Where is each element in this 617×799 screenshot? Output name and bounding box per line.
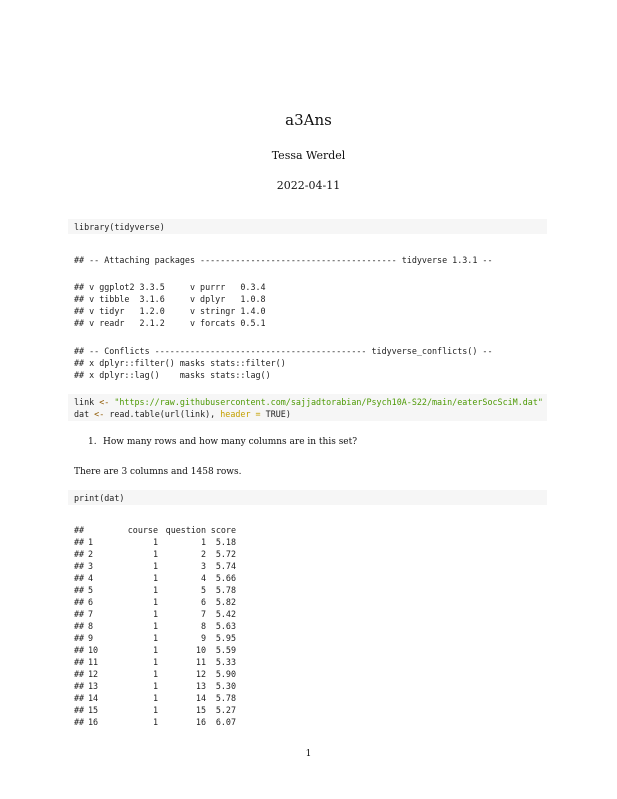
row-index: 5 [88, 585, 94, 595]
table-row [74, 644, 236, 656]
row-prefix: ## [74, 609, 85, 619]
header-course: course [127, 525, 158, 535]
output-attaching-header [74, 254, 493, 266]
row-index: 15 [88, 705, 99, 715]
row-prefix: ## [74, 693, 85, 703]
row-index: 7 [88, 609, 94, 619]
table-row [74, 692, 236, 704]
row-prefix: ## [74, 621, 85, 631]
code-token-assign: <- [94, 397, 115, 407]
table-row [74, 656, 236, 668]
cell-question: 6 [200, 597, 206, 607]
row-index: 9 [88, 633, 94, 643]
row-index: 10 [88, 645, 99, 655]
output-line: ## x dplyr::filter() masks stats::filter() [74, 358, 286, 368]
row-prefix: ## [74, 717, 85, 727]
table-row [74, 572, 236, 584]
row-prefix: ## [74, 669, 85, 679]
code-token-assign: <- [89, 409, 110, 419]
row-index: 8 [88, 621, 94, 631]
cell-question: 7 [200, 609, 206, 619]
cell-question: 3 [200, 561, 206, 571]
cell-question: 1 [200, 537, 206, 547]
cell-question: 9 [200, 633, 206, 643]
row-index: 11 [88, 657, 99, 667]
code-token-value: TRUE) [265, 409, 291, 419]
row-prefix: ## [74, 549, 85, 559]
document-date: 2022-04-11 [276, 179, 341, 192]
row-prefix: ## [74, 645, 85, 655]
cell-score: 5.78 [215, 693, 236, 703]
output-line: ## -- Attaching packages --------------------------------------- tidyverse 1.3.1 -- [74, 255, 493, 265]
code-token-call: read.table(url(link), [109, 409, 221, 419]
code-line-dat [74, 408, 541, 420]
output-line: ## v tidyr 1.2.0 v stringr 1.4.0 [74, 306, 266, 316]
code-chunk-print [68, 490, 547, 505]
cell-question: 5 [200, 585, 206, 595]
page-number: 1 [305, 749, 312, 759]
cell-score: 5.78 [215, 585, 236, 595]
table-row [74, 608, 236, 620]
cell-question: 10 [195, 645, 206, 655]
code-line-link [74, 396, 541, 408]
code-token-var: dat [74, 409, 90, 419]
document-title: a3Ans [285, 111, 332, 129]
header-score: score [210, 525, 236, 535]
cell-score: 5.18 [215, 537, 236, 547]
row-prefix: ## [74, 561, 85, 571]
cell-course: 1 [152, 573, 158, 583]
code-token-string: "https://raw.githubusercontent.com/sajjadtorabian/Psych10A-S22/main/eaterSocSciM.dat" [114, 397, 543, 407]
cell-score: 5.74 [215, 561, 236, 571]
code-chunk-library [68, 219, 547, 234]
cell-course: 1 [152, 693, 158, 703]
row-prefix: ## [74, 597, 85, 607]
cell-course: 1 [152, 633, 158, 643]
cell-score: 5.66 [215, 573, 236, 583]
cell-question: 8 [200, 621, 206, 631]
table-row [74, 536, 236, 548]
header-question: question [165, 525, 206, 535]
cell-course: 1 [152, 621, 158, 631]
code-chunk-read-data [68, 394, 547, 421]
question-item [88, 437, 357, 447]
cell-score: 5.63 [215, 621, 236, 631]
row-prefix: ## [74, 585, 85, 595]
data-output-table [74, 524, 236, 728]
row-index: 1 [88, 537, 94, 547]
output-conflicts [74, 345, 493, 381]
output-line: ## x dplyr::lag() masks stats::lag() [74, 370, 271, 380]
cell-course: 1 [152, 717, 158, 727]
cell-course: 1 [152, 669, 158, 679]
cell-course: 1 [152, 609, 158, 619]
cell-score: 5.72 [215, 549, 236, 559]
cell-course: 1 [152, 681, 158, 691]
code-token-arg: header [220, 409, 251, 419]
table-row [74, 560, 236, 572]
table-row [74, 668, 236, 680]
cell-question: 15 [195, 705, 206, 715]
data-table [74, 524, 236, 728]
cell-question: 4 [200, 573, 206, 583]
table-row [74, 596, 236, 608]
row-index: 14 [88, 693, 99, 703]
output-line: ## v readr 2.1.2 v forcats 0.5.1 [74, 318, 266, 328]
cell-course: 1 [152, 549, 158, 559]
row-index: 6 [88, 597, 94, 607]
cell-question: 14 [195, 693, 206, 703]
code-token-eq: = [250, 409, 266, 419]
cell-course: 1 [152, 561, 158, 571]
table-row [74, 548, 236, 560]
cell-score: 5.82 [215, 597, 236, 607]
row-prefix: ## [74, 537, 85, 547]
row-prefix: ## [74, 633, 85, 643]
row-index: 12 [88, 669, 99, 679]
cell-question: 13 [195, 681, 206, 691]
cell-score: 6.07 [215, 717, 236, 727]
row-index: 2 [88, 549, 94, 559]
cell-score: 5.33 [215, 657, 236, 667]
cell-score: 5.27 [215, 705, 236, 715]
output-line: ## v ggplot2 3.3.5 v purrr 0.3.4 [74, 282, 266, 292]
document-author: Tessa Werdel [271, 149, 346, 162]
cell-score: 5.42 [215, 609, 236, 619]
cell-question: 11 [195, 657, 206, 667]
output-line: ## -- Conflicts ------------------------------------------ tidyverse_conflicts() -- [74, 346, 493, 356]
header-prefix: ## [74, 525, 85, 535]
answer-text: There are 3 columns and 1458 rows. [74, 467, 242, 477]
cell-question: 12 [195, 669, 206, 679]
row-index: 4 [88, 573, 94, 583]
cell-course: 1 [152, 705, 158, 715]
table-row [74, 620, 236, 632]
row-index: 16 [88, 717, 99, 727]
cell-question: 16 [195, 717, 206, 727]
table-row [74, 632, 236, 644]
cell-score: 5.90 [215, 669, 236, 679]
code-line: print(dat) [74, 493, 125, 503]
question-text: How many rows and how many columns are in this set? [103, 437, 358, 447]
cell-course: 1 [152, 657, 158, 667]
table-row [74, 704, 236, 716]
cell-course: 1 [152, 645, 158, 655]
row-index: 3 [88, 561, 94, 571]
output-package-list [74, 281, 266, 329]
table-row [74, 680, 236, 692]
cell-course: 1 [152, 585, 158, 595]
row-prefix: ## [74, 681, 85, 691]
cell-question: 2 [200, 549, 206, 559]
cell-course: 1 [152, 597, 158, 607]
row-index: 13 [88, 681, 99, 691]
row-prefix: ## [74, 573, 85, 583]
code-line: library(tidyverse) [74, 222, 165, 232]
row-prefix: ## [74, 657, 85, 667]
table-row [74, 716, 236, 728]
code-token-var: link [74, 397, 95, 407]
question-number: 1. [88, 437, 97, 447]
cell-score: 5.30 [215, 681, 236, 691]
header-index [88, 524, 118, 536]
cell-score: 5.59 [215, 645, 236, 655]
table-row [74, 584, 236, 596]
cell-score: 5.95 [215, 633, 236, 643]
cell-course: 1 [152, 537, 158, 547]
row-prefix: ## [74, 705, 85, 715]
output-line: ## v tibble 3.1.6 v dplyr 1.0.8 [74, 294, 266, 304]
table-header-row [74, 524, 236, 536]
